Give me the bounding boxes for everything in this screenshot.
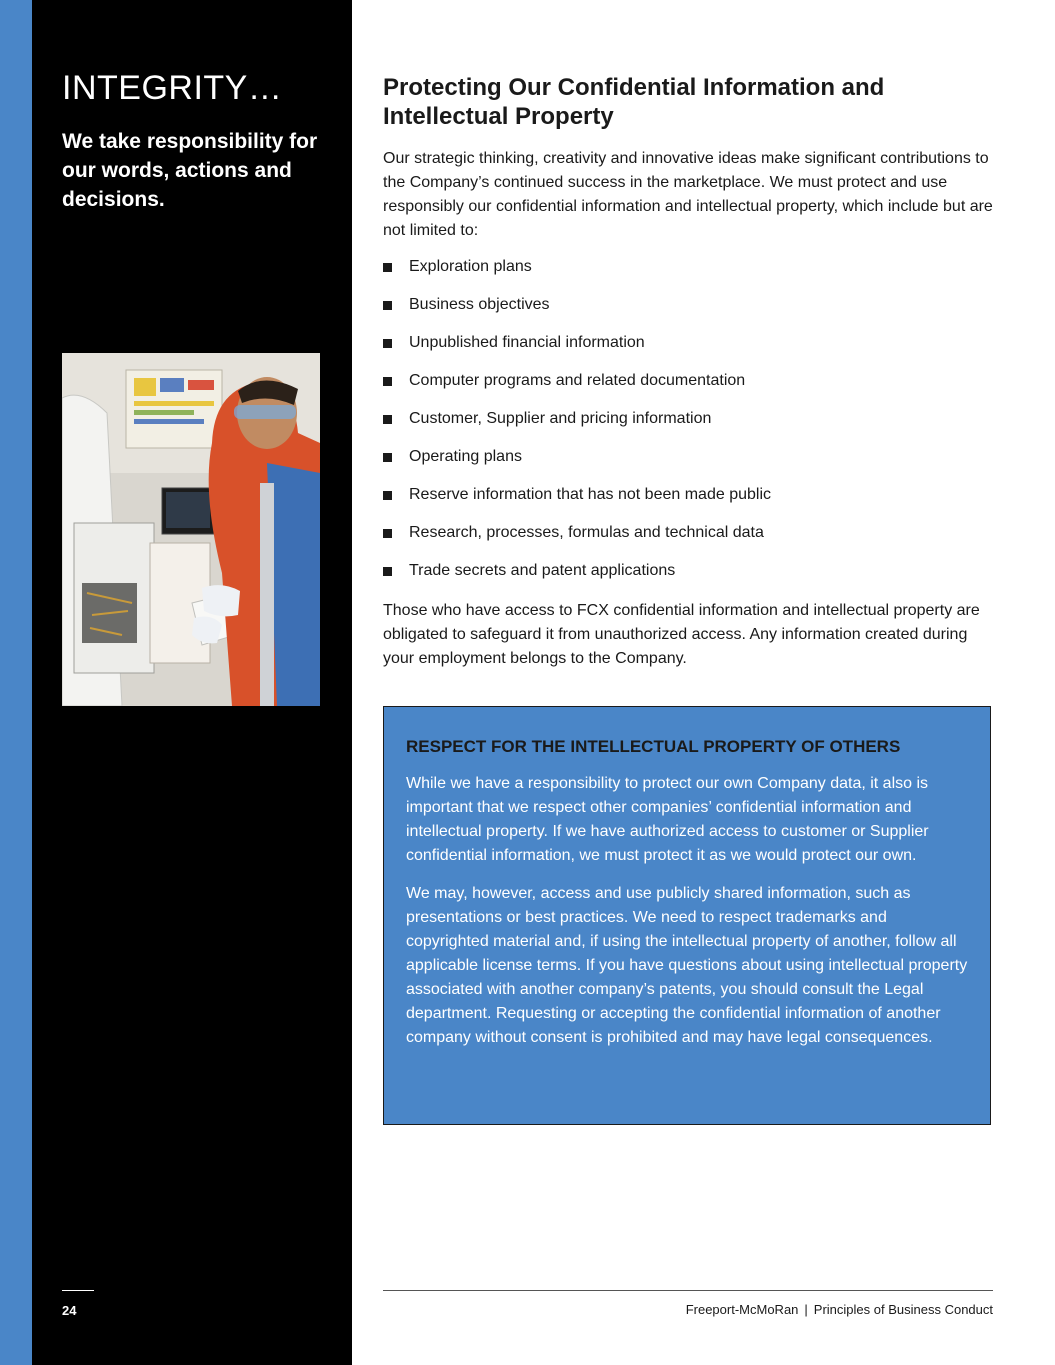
section-tagline: We take responsibility for our words, actions and decisions. — [62, 130, 318, 211]
lab-worker-photo — [62, 353, 320, 706]
list-item-text: Business objectives — [409, 296, 550, 313]
footer-separator: | — [804, 1302, 808, 1317]
square-bullet-icon — [383, 339, 392, 348]
list-item — [383, 483, 993, 521]
closing-paragraph: Those who have access to FCX confidential information and intellectual property are obligated to safeguard it from unauthorized access. Any information created during your employment belongs to the Company. — [383, 602, 980, 667]
list-item — [383, 407, 993, 445]
square-bullet-icon — [383, 453, 392, 462]
list-item — [383, 559, 993, 597]
callout-paragraph-1: While we have a responsibility to protect our own Company data, it also is important that we respect other companies’ confidential information and intellectual property. If we have authorized access to customer or Supplier confidential information, we must protect it as we would protect our own. — [406, 775, 929, 864]
list-item — [383, 293, 993, 331]
list-item-text: Computer programs and related documentation — [409, 372, 746, 389]
callout-paragraph-2: We may, however, access and use publicly shared information, such as presentations or best practices. We need to respect trademarks and copyrighted material and, if using the intellectual property of another, follow all applicable license terms. If you have questions about using intellectual property associated with another company’s patents, you should consult the Legal department. Requesting or accepting the confidential information of another company without consent is prohibited and may have legal consequences. — [406, 885, 968, 1046]
square-bullet-icon — [383, 377, 392, 386]
square-bullet-icon — [383, 567, 392, 576]
article-heading: Protecting Our Confidential Information and Intellectual Property — [383, 74, 885, 130]
intro-paragraph: Our strategic thinking, creativity and innovative ideas make significant contributions to the Company’s continued success in the marketplace. We must protect and use responsibly our confidential information and intellectual property, which include but are not limited to: — [383, 150, 993, 239]
left-accent-strip — [0, 0, 32, 1365]
list-item-text: Unpublished financial information — [409, 334, 645, 351]
list-item — [383, 369, 993, 407]
footer-company: Freeport-McMoRan — [685, 1302, 799, 1317]
list-item-text: Trade secrets and patent applications — [409, 562, 676, 579]
list-item — [383, 331, 993, 369]
footer-document-title: Principles of Business Conduct — [813, 1302, 993, 1317]
callout-heading: RESPECT FOR THE INTELLECTUAL PROPERTY OF OTHERS — [406, 737, 901, 756]
square-bullet-icon — [383, 301, 392, 310]
sidebar-footer-rule — [62, 1290, 94, 1291]
list-item — [383, 521, 993, 559]
list-item-text: Operating plans — [409, 448, 522, 465]
list-item — [383, 255, 993, 293]
respect-ip-callout-box — [383, 706, 991, 1125]
list-item-text: Reserve information that has not been made public — [409, 486, 771, 503]
page-number: 24 — [62, 1303, 77, 1318]
main-content — [383, 73, 993, 671]
square-bullet-icon — [383, 491, 392, 500]
square-bullet-icon — [383, 529, 392, 538]
page-footer — [686, 1302, 993, 1317]
list-item-text: Research, processes, formulas and technical data — [409, 524, 764, 541]
list-item — [383, 445, 993, 483]
footer-rule — [383, 1290, 993, 1291]
list-item-text: Customer, Supplier and pricing information — [409, 410, 712, 427]
square-bullet-icon — [383, 263, 392, 272]
list-item-text: Exploration plans — [409, 258, 532, 275]
confidential-info-list — [383, 255, 993, 597]
section-title: INTEGRITY… — [62, 69, 283, 107]
square-bullet-icon — [383, 415, 392, 424]
